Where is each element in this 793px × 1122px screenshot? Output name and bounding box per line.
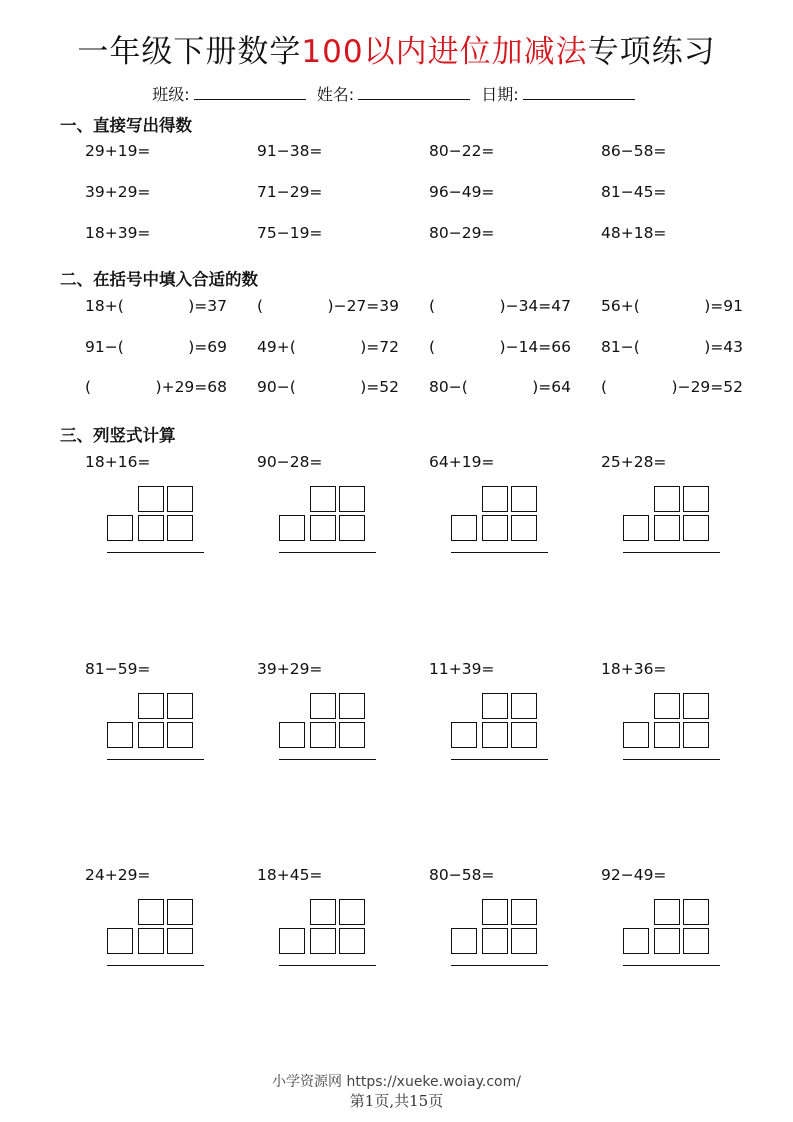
digit-box[interactable] bbox=[511, 693, 537, 719]
fill-bracket-left: 18+( bbox=[85, 297, 124, 315]
digit-box[interactable] bbox=[511, 486, 537, 512]
vertical-calc-problem: 18+45= bbox=[257, 866, 323, 884]
digit-box[interactable] bbox=[482, 928, 508, 954]
digit-box[interactable] bbox=[482, 515, 508, 541]
vertical-calc-grid bbox=[623, 899, 733, 971]
fill-bracket-blank[interactable] bbox=[297, 297, 337, 317]
vertical-calc-problem: 25+28= bbox=[601, 453, 667, 471]
digit-box[interactable] bbox=[167, 515, 193, 541]
vertical-calc-problem: 18+36= bbox=[601, 660, 667, 678]
digit-box[interactable] bbox=[654, 722, 680, 748]
vertical-calc-problem: 39+29= bbox=[257, 660, 323, 678]
vertical-calc-problem: 81−59= bbox=[85, 660, 151, 678]
digit-box[interactable] bbox=[511, 899, 537, 925]
digit-box[interactable] bbox=[683, 486, 709, 512]
fill-bracket-blank[interactable] bbox=[641, 338, 681, 358]
footer-page-number: 第1页,共15页 bbox=[349, 1092, 444, 1110]
title-highlight: 100以内进位加减法 bbox=[301, 34, 588, 70]
student-info-row bbox=[0, 82, 793, 105]
fill-bracket-left: 80−( bbox=[429, 378, 468, 396]
digit-box[interactable] bbox=[482, 486, 508, 512]
digit-box[interactable] bbox=[310, 928, 336, 954]
fill-bracket-right: )−27=39 bbox=[327, 297, 399, 315]
digit-box[interactable] bbox=[107, 722, 133, 748]
direct-answer-problem: 48+18= bbox=[601, 224, 667, 242]
digit-box[interactable] bbox=[339, 928, 365, 954]
direct-answer-problem: 75−19= bbox=[257, 224, 323, 242]
vertical-calc-grid bbox=[451, 486, 561, 558]
fill-bracket-right: )=91 bbox=[704, 297, 743, 315]
digit-box[interactable] bbox=[654, 928, 680, 954]
digit-box[interactable] bbox=[279, 928, 305, 954]
direct-answer-problem: 91−38= bbox=[257, 142, 323, 160]
digit-box[interactable] bbox=[167, 928, 193, 954]
digit-box[interactable] bbox=[138, 486, 164, 512]
fill-bracket-left: ( bbox=[601, 378, 608, 396]
result-line bbox=[279, 965, 376, 966]
fill-bracket-blank[interactable] bbox=[125, 378, 165, 398]
vertical-calc-problem: 24+29= bbox=[85, 866, 151, 884]
digit-box[interactable] bbox=[138, 899, 164, 925]
vertical-calc-problem: 11+39= bbox=[429, 660, 495, 678]
digit-box[interactable] bbox=[339, 722, 365, 748]
digit-box[interactable] bbox=[167, 486, 193, 512]
digit-box[interactable] bbox=[511, 928, 537, 954]
vertical-calc-grid bbox=[451, 899, 561, 971]
digit-box[interactable] bbox=[654, 693, 680, 719]
vertical-calc-grid bbox=[451, 693, 561, 765]
fill-bracket-right: )=64 bbox=[532, 378, 571, 396]
digit-box[interactable] bbox=[310, 515, 336, 541]
digit-box[interactable] bbox=[167, 899, 193, 925]
direct-answer-problem: 18+39= bbox=[85, 224, 151, 242]
vertical-calc-problem: 90−28= bbox=[257, 453, 323, 471]
result-line bbox=[107, 552, 204, 553]
fill-bracket-left: 91−( bbox=[85, 338, 124, 356]
fill-bracket-left: ( bbox=[85, 378, 92, 396]
digit-box[interactable] bbox=[623, 928, 649, 954]
direct-answer-problem: 96−49= bbox=[429, 183, 495, 201]
name-label: 姓名: bbox=[316, 85, 355, 104]
vertical-calc-problem: 92−49= bbox=[601, 866, 667, 884]
fill-bracket-blank[interactable] bbox=[641, 297, 681, 317]
fill-bracket-blank[interactable] bbox=[125, 338, 165, 358]
result-line bbox=[279, 759, 376, 760]
result-line bbox=[451, 759, 548, 760]
result-line bbox=[279, 552, 376, 553]
direct-answer-problem: 80−29= bbox=[429, 224, 495, 242]
digit-box[interactable] bbox=[511, 515, 537, 541]
fill-bracket-blank[interactable] bbox=[297, 378, 337, 398]
result-line bbox=[623, 759, 720, 760]
name-blank[interactable] bbox=[358, 85, 470, 100]
fill-bracket-left: ( bbox=[257, 297, 264, 315]
digit-box[interactable] bbox=[107, 928, 133, 954]
digit-box[interactable] bbox=[623, 515, 649, 541]
vertical-calc-grid bbox=[279, 693, 389, 765]
direct-answer-problem: 81−45= bbox=[601, 183, 667, 201]
vertical-calc-grid bbox=[107, 693, 217, 765]
digit-box[interactable] bbox=[654, 486, 680, 512]
fill-bracket-right: )=43 bbox=[704, 338, 743, 356]
result-line bbox=[107, 759, 204, 760]
digit-box[interactable] bbox=[511, 722, 537, 748]
digit-box[interactable] bbox=[683, 928, 709, 954]
date-blank[interactable] bbox=[523, 85, 635, 100]
fill-bracket-blank[interactable] bbox=[125, 297, 165, 317]
digit-box[interactable] bbox=[482, 722, 508, 748]
fill-bracket-right: )=69 bbox=[188, 338, 227, 356]
result-line bbox=[107, 965, 204, 966]
fill-bracket-right: )−14=66 bbox=[499, 338, 571, 356]
digit-box[interactable] bbox=[654, 515, 680, 541]
title-part-1: 一年级下册数学 bbox=[77, 34, 302, 70]
digit-box[interactable] bbox=[310, 486, 336, 512]
fill-bracket-blank[interactable] bbox=[641, 378, 681, 398]
fill-bracket-right: )=52 bbox=[360, 378, 399, 396]
digit-box[interactable] bbox=[279, 722, 305, 748]
digit-box[interactable] bbox=[138, 693, 164, 719]
fill-bracket-left: 49+( bbox=[257, 338, 296, 356]
direct-answer-problem: 29+19= bbox=[85, 142, 151, 160]
vertical-calc-grid bbox=[623, 693, 733, 765]
digit-box[interactable] bbox=[138, 722, 164, 748]
fill-bracket-left: 81−( bbox=[601, 338, 640, 356]
result-line bbox=[451, 965, 548, 966]
vertical-calc-grid bbox=[279, 486, 389, 558]
result-line bbox=[623, 965, 720, 966]
digit-box[interactable] bbox=[482, 899, 508, 925]
class-blank[interactable] bbox=[194, 85, 306, 100]
title-part-2: 专项练习 bbox=[587, 34, 716, 70]
digit-box[interactable] bbox=[482, 693, 508, 719]
digit-box[interactable] bbox=[167, 722, 193, 748]
fill-bracket-left: 90−( bbox=[257, 378, 296, 396]
digit-box[interactable] bbox=[451, 722, 477, 748]
digit-box[interactable] bbox=[167, 693, 193, 719]
digit-box[interactable] bbox=[279, 515, 305, 541]
fill-bracket-right: )=37 bbox=[188, 297, 227, 315]
digit-box[interactable] bbox=[451, 928, 477, 954]
digit-box[interactable] bbox=[683, 722, 709, 748]
digit-box[interactable] bbox=[310, 693, 336, 719]
class-label: 班级: bbox=[152, 85, 190, 104]
digit-box[interactable] bbox=[623, 722, 649, 748]
vertical-calc-problem: 80−58= bbox=[429, 866, 495, 884]
fill-bracket-blank[interactable] bbox=[297, 338, 337, 358]
direct-answer-problem: 39+29= bbox=[85, 183, 151, 201]
fill-bracket-right: )−29=52 bbox=[671, 378, 743, 396]
digit-box[interactable] bbox=[683, 693, 709, 719]
result-line bbox=[451, 552, 548, 553]
digit-box[interactable] bbox=[683, 515, 709, 541]
digit-box[interactable] bbox=[339, 486, 365, 512]
fill-bracket-left: ( bbox=[429, 297, 436, 315]
fill-bracket-blank[interactable] bbox=[469, 338, 509, 358]
date-label: 日期: bbox=[481, 85, 519, 104]
vertical-calc-grid bbox=[107, 899, 217, 971]
fill-bracket-right: )+29=68 bbox=[155, 378, 227, 396]
digit-box[interactable] bbox=[138, 928, 164, 954]
section-1-heading: 一、直接写出得数 bbox=[60, 116, 192, 135]
vertical-calc-problem: 64+19= bbox=[429, 453, 495, 471]
fill-bracket-right: )−34=47 bbox=[499, 297, 571, 315]
digit-box[interactable] bbox=[654, 899, 680, 925]
page-title bbox=[0, 26, 793, 71]
vertical-calc-grid bbox=[107, 486, 217, 558]
fill-bracket-blank[interactable] bbox=[469, 378, 509, 398]
direct-answer-problem: 86−58= bbox=[601, 142, 667, 160]
digit-box[interactable] bbox=[683, 899, 709, 925]
vertical-calc-grid bbox=[279, 899, 389, 971]
section-3-heading: 三、列竖式计算 bbox=[60, 426, 176, 445]
vertical-calc-problem: 18+16= bbox=[85, 453, 151, 471]
result-line bbox=[623, 552, 720, 553]
digit-box[interactable] bbox=[451, 515, 477, 541]
digit-box[interactable] bbox=[339, 693, 365, 719]
digit-box[interactable] bbox=[310, 899, 336, 925]
fill-bracket-blank[interactable] bbox=[469, 297, 509, 317]
digit-box[interactable] bbox=[107, 515, 133, 541]
digit-box[interactable] bbox=[138, 515, 164, 541]
fill-bracket-right: )=72 bbox=[360, 338, 399, 356]
digit-box[interactable] bbox=[339, 899, 365, 925]
section-2-heading: 二、在括号中填入合适的数 bbox=[60, 270, 258, 289]
fill-bracket-left: 56+( bbox=[601, 297, 640, 315]
direct-answer-problem: 71−29= bbox=[257, 183, 323, 201]
digit-box[interactable] bbox=[310, 722, 336, 748]
footer-source: 小学资源网 https://xueke.woiay.com/ bbox=[272, 1074, 521, 1090]
direct-answer-problem: 80−22= bbox=[429, 142, 495, 160]
vertical-calc-grid bbox=[623, 486, 733, 558]
digit-box[interactable] bbox=[339, 515, 365, 541]
fill-bracket-left: ( bbox=[429, 338, 436, 356]
